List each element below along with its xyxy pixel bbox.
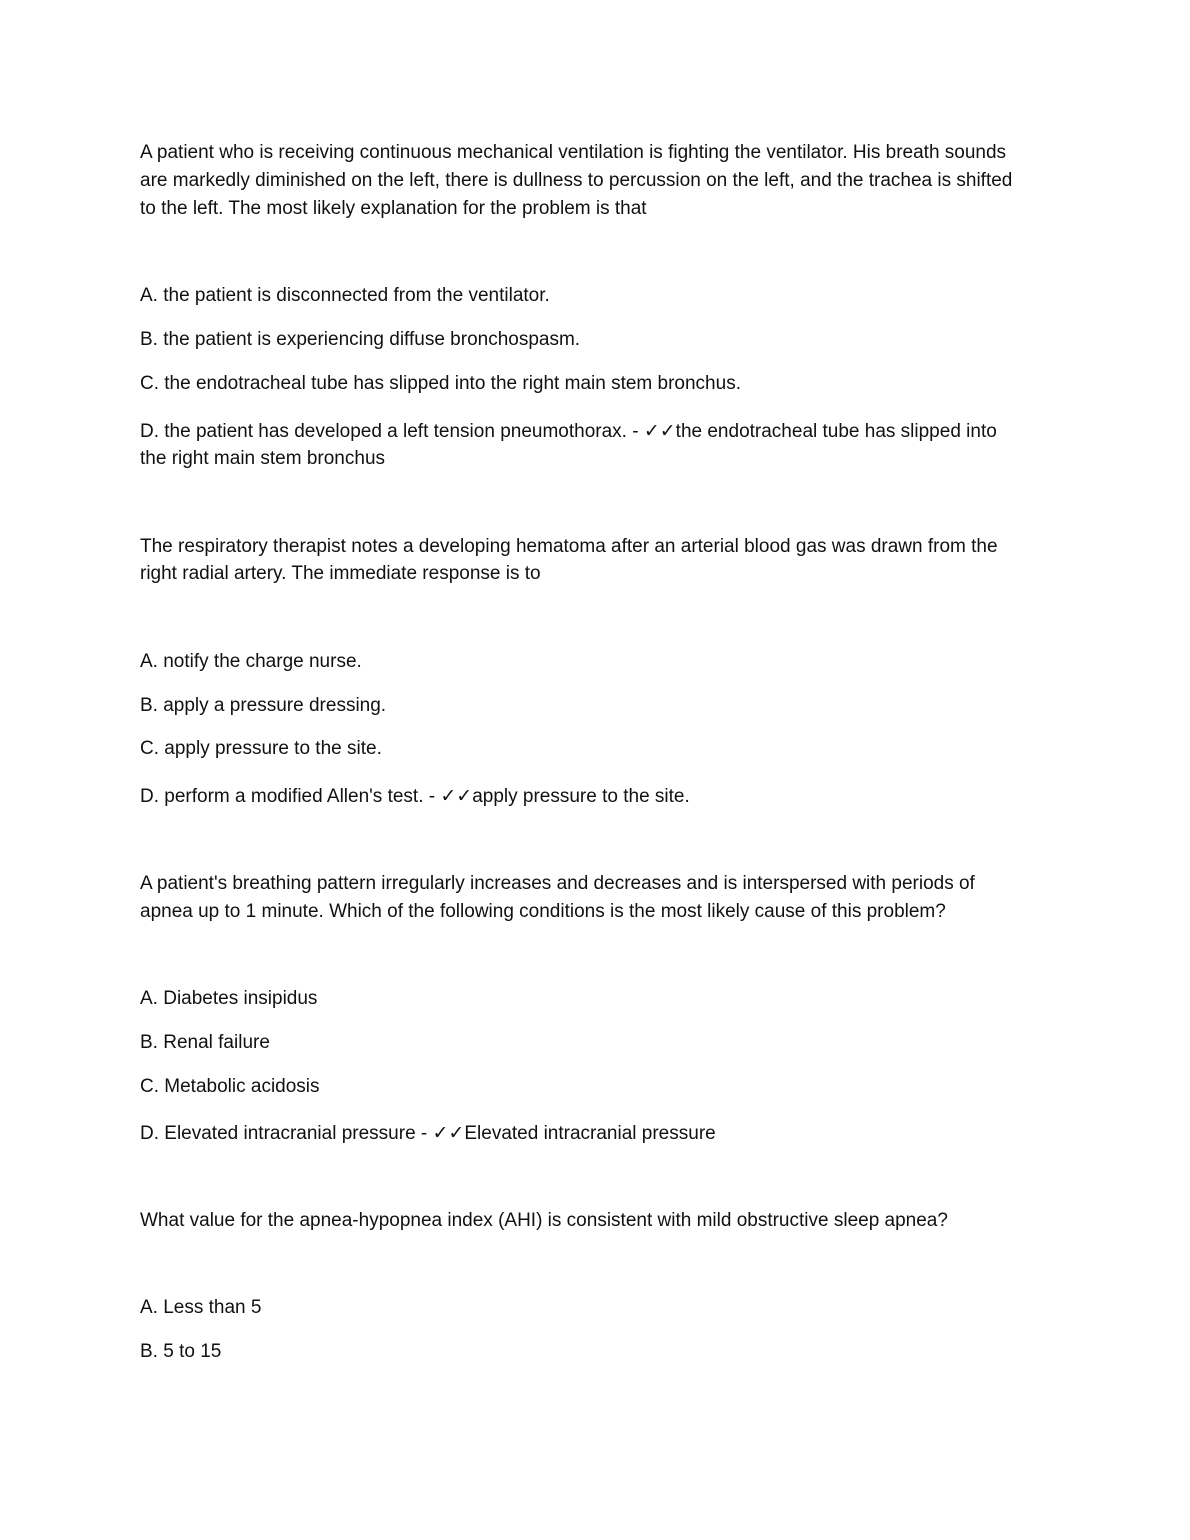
question-3-option-d-text: D. Elevated intracranial pressure - [140,1123,433,1144]
question-1-answer-continued: the right main stem bronchus [140,448,386,469]
question-1-option-b: B. the patient is experiencing diffuse bronchospasm. [140,329,581,350]
question-3-option-a: A. Diabetes insipidus [140,988,318,1009]
question-1-option-d [140,417,997,446]
question-1-stem-line-2: are markedly diminished on the left, there is dullness to percussion on the left, and the trachea is shifted [140,170,1013,191]
question-2-option-a: A. notify the charge nurse. [140,651,362,672]
question-2-stem-line-2: right radial artery. The immediate response is to [140,563,541,584]
question-2-option-d [140,782,690,811]
question-4-option-a: A. Less than 5 [140,1297,262,1318]
double-check-icon: ✓✓ [643,420,676,442]
question-3-option-d [140,1119,716,1148]
question-2-option-c: C. apply pressure to the site. [140,738,382,759]
question-1-answer: the endotracheal tube has slipped into [675,421,997,442]
question-1-option-c: C. the endotracheal tube has slipped into the right main stem bronchus. [140,373,741,394]
double-check-icon: ✓✓ [440,785,473,807]
question-4-option-b: B. 5 to 15 [140,1341,222,1362]
question-1-stem-line-1: A patient who is receiving continuous mechanical ventilation is fighting the ventilator. His breath sounds [140,142,1007,163]
question-3-stem-line-2: apnea up to 1 minute. Which of the following conditions is the most likely cause of this problem? [140,901,946,922]
question-1-option-a: A. the patient is disconnected from the ventilator. [140,285,550,306]
question-1-option-d-text: D. the patient has developed a left tension pneumothorax. - [140,421,644,442]
question-2-stem-line-1: The respiratory therapist notes a developing hematoma after an arterial blood gas was drawn from the [140,536,998,557]
question-3-option-c: C. Metabolic acidosis [140,1076,320,1097]
question-2-option-b: B. apply a pressure dressing. [140,695,387,716]
question-1-stem-line-3: to the left. The most likely explanation for the problem is that [140,198,647,219]
question-3-stem-line-1: A patient's breathing pattern irregularly increases and decreases and is interspersed with periods of [140,873,975,894]
question-3-answer: Elevated intracranial pressure [464,1123,716,1144]
double-check-icon: ✓✓ [432,1122,465,1144]
question-3-option-b: B. Renal failure [140,1032,270,1053]
question-4-stem-line-1: What value for the apnea-hypopnea index (AHI) is consistent with mild obstructive sleep apnea? [140,1210,948,1231]
question-2-answer: apply pressure to the site. [472,786,690,807]
question-2-option-d-text: D. perform a modified Allen's test. - [140,786,441,807]
